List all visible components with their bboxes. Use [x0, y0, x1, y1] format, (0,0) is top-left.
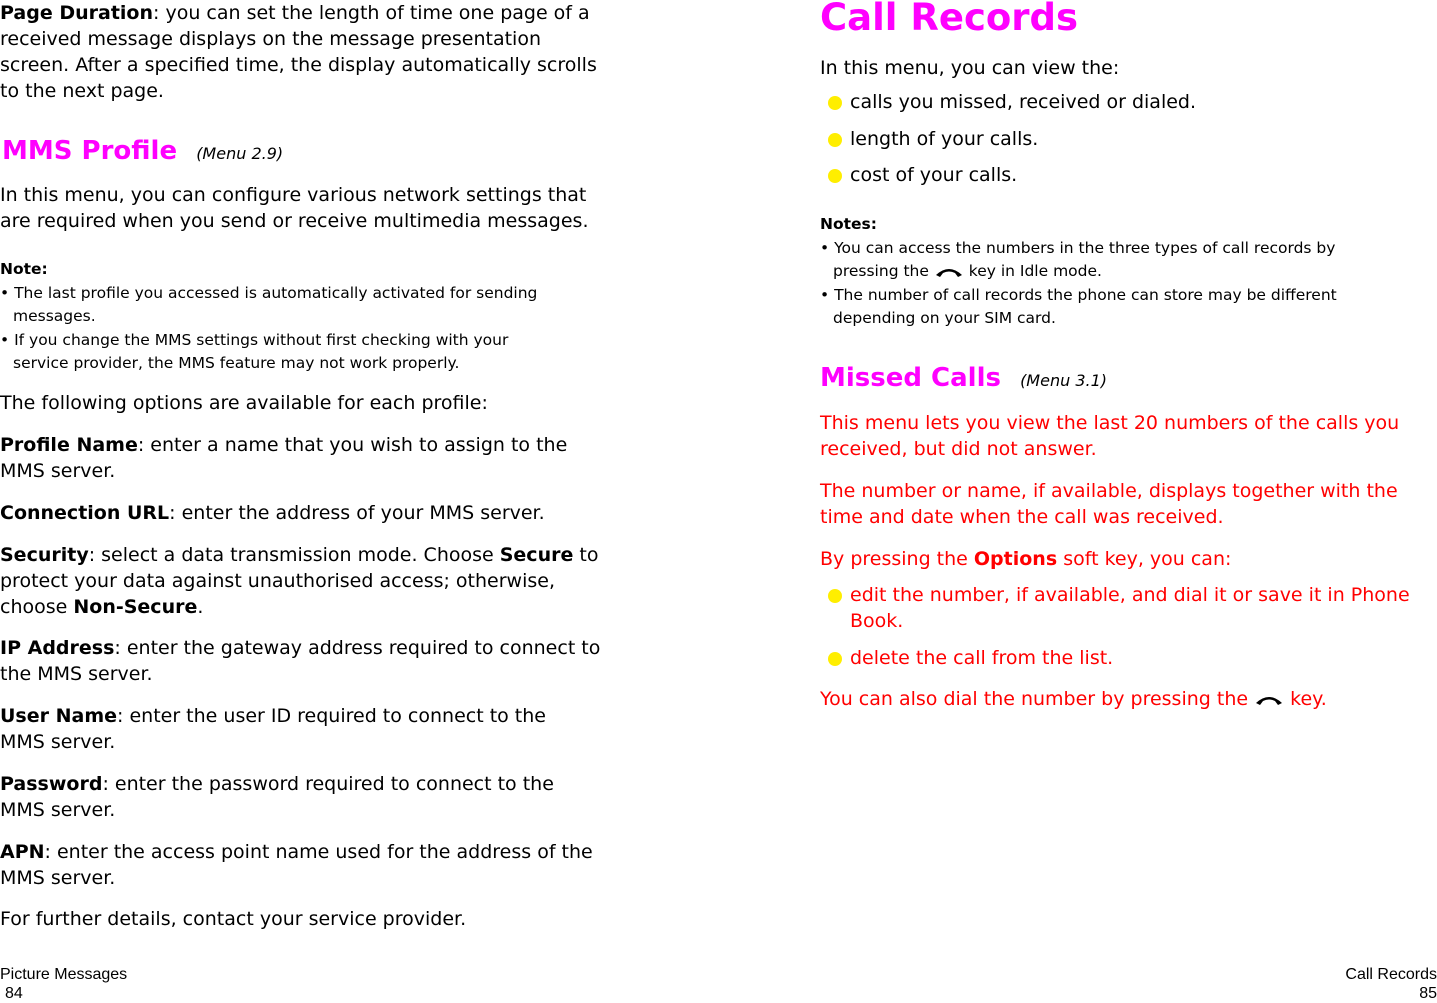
list-item: calls you missed, received or dialed.	[850, 91, 1197, 113]
bullet-icon	[828, 96, 842, 110]
bullet-icon	[828, 652, 842, 666]
options-intro: The following options are available for each profile:	[0, 392, 488, 414]
option-text-3: .	[197, 596, 204, 618]
notes-item-2-line-2: depending on your SIM card.	[833, 309, 1056, 327]
missed-calls-paragraph-3	[820, 546, 1231, 572]
page-duration-term: Page Duration	[0, 2, 154, 24]
option-text: : enter the user ID required to connect to the MMS server.	[0, 705, 546, 753]
notes-text: key in Idle mode.	[968, 262, 1102, 280]
footer-left	[0, 965, 127, 1003]
option-text: : select a data transmission mode. Choose	[88, 544, 500, 566]
list-item: length of your calls.	[850, 128, 1039, 150]
footer-right	[1345, 965, 1437, 1003]
notes-label: Notes:	[820, 215, 877, 233]
phone-send-icon	[1254, 693, 1284, 707]
note-item-2-line-2: service provider, the MMS feature may not work properly.	[13, 354, 460, 372]
option-apn	[0, 839, 620, 891]
footer-section-title: Call Records	[1345, 966, 1437, 983]
bullet-icon	[828, 589, 842, 603]
option-term: Password	[0, 773, 103, 795]
list-item: delete the call from the list.	[850, 647, 1114, 669]
option-term: Security	[0, 544, 89, 566]
non-secure-term: Non-Secure	[73, 596, 198, 618]
option-text-2: to protect your data against unauthorised access; otherwise, choose	[0, 544, 599, 618]
footer-page-number: 84	[5, 985, 23, 1002]
option-user-name	[0, 703, 595, 755]
mms-profile-title: MMS Profile	[2, 136, 178, 166]
missed-calls-title: Missed Calls	[820, 363, 1001, 393]
option-term: Connection URL	[0, 502, 170, 524]
option-term: IP Address	[0, 637, 115, 659]
option-password	[0, 771, 600, 823]
missed-calls-heading	[820, 363, 1107, 393]
missed-calls-paragraph-4	[820, 686, 1327, 712]
call-records-intro: In this menu, you can view the:	[820, 57, 1120, 79]
notes-item-1-line-2	[820, 260, 1437, 284]
options-softkey-label: Options	[973, 548, 1058, 570]
missed-calls-paragraph-2: The number or name, if available, displays together with the time and date when the call was received.	[820, 480, 1398, 528]
option-term: Profile Name	[0, 434, 138, 456]
call-records-bullets	[828, 89, 1388, 199]
note-item-2-line-1: • If you change the MMS settings without first checking with your	[0, 330, 509, 349]
list-item: cost of your calls.	[850, 164, 1018, 186]
call-records-title: Call Records	[820, 0, 1079, 39]
mms-profile-intro: In this menu, you can configure various network settings that are required when you send or receive multimedia messages.	[0, 184, 589, 232]
notes-item-1-line-1: • You can access the numbers in the three types of call records by	[820, 238, 1336, 257]
closing-text: For further details, contact your service provider.	[0, 908, 467, 930]
mms-profile-heading	[2, 136, 283, 166]
missed-calls-text: soft key, you can:	[1057, 548, 1232, 570]
option-profile-name	[0, 432, 610, 484]
note-block	[0, 258, 620, 376]
missed-calls-text: You can also dial the number by pressing the	[820, 688, 1249, 710]
option-text: : enter a name that you wish to assign to the MMS server.	[0, 434, 568, 482]
option-term: APN	[0, 841, 45, 863]
note-item-1-line-1: • The last profile you accessed is automatically activated for sending	[0, 283, 538, 302]
missed-calls-text: By pressing the	[820, 548, 974, 570]
missed-calls-menu-ref: (Menu 3.1)	[1020, 371, 1108, 390]
option-text: : enter the gateway address required to connect to the MMS server.	[0, 637, 601, 685]
secure-term: Secure	[499, 544, 574, 566]
option-ip-address	[0, 635, 615, 687]
notes-item-2-line-1: • The number of call records the phone can store may be different	[820, 285, 1337, 304]
option-connection-url	[0, 500, 610, 526]
missed-calls-text: key.	[1290, 688, 1327, 710]
list-item: edit the number, if available, and dial it or save it in Phone Book.	[850, 584, 1410, 632]
bullet-icon	[828, 169, 842, 183]
footer-section-title: Picture Messages	[0, 966, 128, 983]
notes-text: pressing the	[833, 262, 929, 280]
mms-profile-menu-ref: (Menu 2.9)	[196, 144, 284, 163]
note-label: Note:	[0, 260, 48, 278]
option-security	[0, 542, 615, 620]
option-text: : enter the address of your MMS server.	[169, 502, 545, 524]
option-text: : enter the access point name used for the address of the MMS server.	[0, 841, 593, 889]
phone-send-icon	[934, 265, 964, 279]
note-item-1-line-2: messages.	[13, 307, 96, 325]
option-term: User Name	[0, 705, 118, 727]
missed-calls-paragraph-1: This menu lets you view the last 20 numbers of the calls you received, but did not answer.	[820, 412, 1400, 460]
notes-block	[820, 213, 1437, 331]
page-duration-paragraph	[0, 0, 615, 104]
missed-calls-bullets	[828, 582, 1437, 682]
page-duration-text: : you can set the length of time one page of a received message displays on the message presentation screen. After a specified time, the display automatically scrolls to the next page.	[0, 2, 597, 102]
bullet-icon	[828, 133, 842, 147]
option-text: : enter the password required to connect to the MMS server.	[0, 773, 554, 821]
footer-page-number: 85	[1419, 985, 1437, 1002]
